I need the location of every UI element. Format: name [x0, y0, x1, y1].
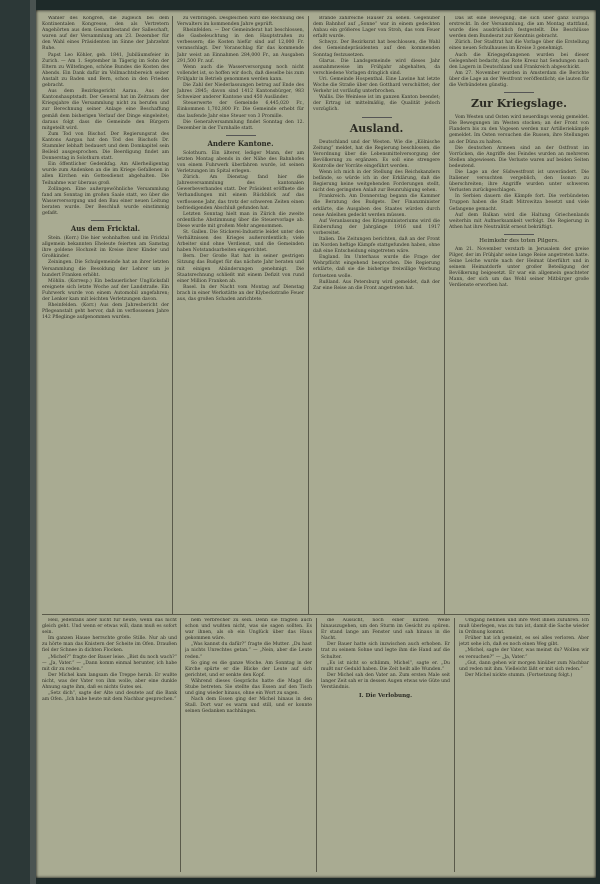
- separator: [362, 117, 392, 118]
- section-heading: Zur Kriegslage.: [471, 97, 567, 111]
- paragraph: Wenn ich mich in der Stellung des Reichskanzlers befände, so würde ich in der Erklärung, daß die Regierung keine weitgehenden Forderungen stellt, nicht den geringsten Anlaß zur Beunruhigung sehen.: [313, 169, 440, 194]
- paragraph: In Serbien dauern die Kämpfe fort. Die verbündeten Truppen haben die Stadt Mitrowitza besetzt und viele Gefangene gemacht.: [449, 194, 589, 212]
- paragraph: Rußland. Aus Petersburg wird gemeldet, daß der Zar eine Reise an die Front angetreten hat.: [313, 279, 440, 291]
- paragraph: Zürich. Am Dienstag fand hier die Jahresversammlung des kantonalen Gewerbeverbandes statt. Der Präsident eröffnete die Verhandlungen mit einem Rückblick auf das verflossene Jahr, das trotz der schweren Zeiten einen befriedigenden Abschluß gefunden hat.: [177, 175, 304, 211]
- paragraph: Schwyz. Der Bezirksrat hat beschlossen, die Wahl des Gemeindepräsidenten auf den kommenden Sonntag festzusetzen.: [313, 40, 440, 58]
- paragraph: Die Zahl der Niederlassungen betrug auf Ende des Jahres 2845; davon sind 1412 Kantonsbürger, 983 Schweizer anderer Kantone und 450 Ausländer.: [177, 83, 304, 101]
- paragraph: Ein öffentlicher Gedenkfag. Am Allerheiligentag wurde zum Andenken an die im Kriege Gefallenen in allen Kirchen ein Gottesdienst abgehalten. Die Teilnahme war überaus groß.: [42, 162, 169, 186]
- paragraph: England. Im Unterhaus wurde die Frage der Wehrpflicht eingehend besprochen. Die Regierung erklärte, daß sie die bisherige freiwillige Werbung fortsetzen wolle.: [313, 255, 440, 279]
- subsection-heading: Heimkehr des toten Pilgers.: [479, 237, 559, 244]
- paragraph: „Setz dich“, sagte der Alte und deutete auf die Bank am Ofen. „Ich habe heute mit dem Nachbar gesprochen.“: [42, 691, 177, 703]
- paragraph: Die Lage an der Südwestfront ist unverändert. Die Italiener versuchten vergeblich, den Isonzo zu überschreiten; ihre Angriffe wurden unter schweren Verlusten zurückgeschlagen.: [449, 169, 589, 194]
- separator: [91, 220, 121, 221]
- paragraph: Papst Leo Köhler, geb. 1841, Jubiläumsfeier in Zurich. — Am 1. September in Tägerig im Sohn der Eltern zu Wiltefingen, schöne Bundes die Kosten des Abends. Ein Dank dafür im Vollmachtsbereich seiner Anstalt zu Baden und Bern, schon in den Frieden gebracht.: [42, 52, 169, 89]
- paragraph: St. Gallen. Die Stickerei-Industrie leidet unter den Verhältnissen des Krieges außerordentlich; viele Arbeiter sind ohne Verdienst, und die Gemeinden haben Notstandsarbeiten eingerichtet.: [177, 230, 304, 254]
- paragraph: Zum Tod von Bischof. Der Regierungsrat des Kantons Aargau hat den Tod des Bischofs Dr. Stammler lebhaft bedauert und dem Domkapitel sein Beileid ausgesprochen. Die Beerdigung findet am Donnerstag in Solothurn statt.: [42, 131, 169, 162]
- column-1: [42, 16, 169, 612]
- paragraph: Stein. (Korr.) Die hier wohnhaften und im Fricktal allgemein bekannten Eheleute feierten am Samstag ihre goldene Hochzeit im Kreise ihrer Kinder und Großkinder.: [42, 236, 169, 260]
- paragraph: Rheinfelden. — Der Gemeinderat hat beschlossen, die Gasbeleuchtung in den Hauptstraßen zu verbessern; die Kosten hiefür sind auf 12,000 Fr. veranschlagt. Der Voranschlag für das kommende Jahr weist an Einnahmen 284,000 Fr., an Ausgaben 291,500 Fr. auf.: [177, 28, 304, 64]
- paragraph: „Michel?“ fragte der Bauer leise. „Bist du noch wach?“ — „Ja, Vater.“ — „Dann komm einmal herunter, ich habe mit dir zu reden.“: [42, 654, 177, 672]
- paragraph: „Gut, dann gehen wir morgen hinüber zum Nachbar und reden mit ihm. Vielleicht läßt er mit sich reden.“: [459, 660, 589, 672]
- paragraph: Zürich. Der Stadtrat hat die Vorlage über die Erstellung eines neuen Schulhauses im Kreise 3 genehmigt.: [449, 40, 589, 52]
- paragraph: „Es ist nicht so schlimm, Michel“, sagte er. „Du mußt nur Geduld haben. Die Zeit heilt alle Wunden.“: [321, 660, 450, 672]
- feuilleton-column-1: [42, 618, 177, 872]
- paragraph: Die Generalversammlung findet Sonntag den 12. Dezember in der Turnhalle statt.: [177, 119, 304, 131]
- column-4: [449, 16, 589, 612]
- paragraph: Umgang nehmen und ihre Welt ihnen zuführen. Ich muß überlegen, was zu tun ist, damit die Sache wieder in Ordnung kommt.: [459, 618, 589, 636]
- paragraph: Rheinfelden. (Korr.) Aus dem Jahresbericht der Pflegeanstalt geht hervor, daß im verflossenen Jahre 142 Pfleglinge aufgenommen wurden.: [42, 303, 169, 321]
- separator: [504, 234, 534, 235]
- paragraph: Am 27. November wurden in Amsterdam die Berichte über die Lage an der Westfront veröffentlicht; sie lauten für die Verbündeten günstig.: [449, 70, 589, 89]
- paragraph: Zollingen. Eine außergewöhnliche Versammlung fand am Sonntag im großen Saale statt, wo über die Wasserversorgung und den Bau einer neuen Leitung beraten wurde. Der Beschluß wurde einstimmig gefaßt.: [42, 186, 169, 216]
- column-rule: [172, 16, 173, 614]
- paragraph: Glarus. Die Landsgemeinde wird dieses Jahr ausnahmsweise im Frühjahr abgehalten, da verschiedene Vorlagen dringlich sind.: [313, 58, 440, 76]
- feuilleton-column-2: [185, 618, 312, 872]
- paragraph: Bern. Der Große Rat hat in seiner gestrigen Sitzung das Budget für das nächste Jahr beraten und mit einigen Abänderungen genehmigt. Die Staatsrechnung schließt mit einem Defizit von rund einer Million Franken ab.: [177, 254, 304, 284]
- paragraph: Letzten Sonntag hielt man in Zürich die zweite ordentliche Abstimmung über die Steuervorlage ab. Diese wurde mit großem Mehr angenommen.: [177, 211, 304, 229]
- paragraph: Italien. Die Zeitungen berichten, daß an der Front im Norden heftige Kämpfe stattgefunden haben, ohne daß eine Entscheidung eingetreten wäre.: [313, 237, 440, 255]
- paragraph: Der Michel kam langsam die Treppe herab. Er wußte nicht, was der Vater von ihm wolle, aber eine dunkle Ahnung sagte ihm, daß es nichts Gutes sei.: [42, 672, 177, 691]
- paragraph: Der Michel nickte stumm. (Fortsetzung folgt.): [465, 672, 573, 678]
- paragraph: Nach dem Essen ging der Michel hinaus in den Stall. Dort war es warm und still, und er konnte seinen Gedanken nachhängen.: [185, 697, 312, 715]
- paragraph: Auf dem Balkan wird die Haltung Griechenlands weiterhin mit Aufmerksamkeit verfolgt. Die Regierung in Athen hat ihre Neutralität erneut bekräftigt.: [449, 212, 589, 230]
- column-rule: [316, 618, 317, 872]
- section-rule: [42, 614, 590, 615]
- paragraph: Das ist eine Bewegung, die sich über ganz Europa erstreckt. In der Versammlung, die am Montag stattfand, wurde dies ausdrücklich festgestellt. Die Beschlüsse werden dem Bundesrat zur Kenntnis gebracht.: [449, 16, 589, 40]
- paragraph: Wenn auch die Wasserversorgung noch nicht vollendet ist, so hoffen wir doch, daß dieselbe bis zum Frühjahr in Betrieb genommen werden kann.: [177, 64, 304, 82]
- paragraph: Frankreich. Am Donnerstag begann die Kammer die Beratung des Budgets. Der Finanzminister erklärte, die Ausgaben des Staates würden durch neue Anleihen gedeckt werden müssen.: [313, 194, 440, 218]
- paragraph: Basel. In der Nacht vom Montag auf Dienstag brach in einer Werkstätte an der Klybeckstraße Feuer aus, das großen Schaden anrichtete.: [177, 284, 304, 303]
- paragraph: Solothurn. Ein älterer, lediger Mann, der am letzten Montag abends in der Nähe des Bahnhofes von einem Fuhrwerk überfahren wurde, ist seinen Verletzungen im Spital erlegen.: [177, 150, 304, 175]
- paragraph: nem Verbrecher zu sein. Denn sie fragten auch schon und wußten nicht, was sie sagen sollten. Es war ihnen, als ob ein Unglück über das Haus gekommen wäre.: [185, 618, 312, 642]
- paragraph: Deutschland und der Westen. Wie die „Kölnische Zeitung“ meldet, hat die Regierung beschlossen, die Verordnung über die Lebensmittelversorgung der Bevölkerung zu ergänzen. Es soll eine strengere Kontrolle der Vorräte eingeführt werden.: [313, 139, 440, 169]
- paragraph: Steuerwerte der Gemeinde 6,445,020 Fr., Einkommen 1,702,800 Fr. Die Gemeinde erhebt für das laufende Jahr eine Steuer von 3 Promille.: [177, 101, 304, 119]
- paragraph: Aus dem Bezirksgericht Aarau. Aus der Kantonshauptstadt. Der General hat im Zeitraum der Kriegsjahre die Versammlung nicht zu berufen und zur Berechnung seiner Anlage eine Beschaffung gemäß dem bisherigen Verlauf der Dinge eingeleitet; daraus folgt dass die Gemeinde den Bürgern mitgeteilt wird.: [42, 89, 169, 131]
- paragraph: So ging es die ganze Woche. Am Sonntag in der Kirche spürte er die Blicke der Leute auf sich gerichtet, und er senkte den Kopf.: [185, 660, 312, 678]
- section-heading: Andere Kantone.: [207, 138, 274, 148]
- column-rule: [454, 618, 455, 872]
- paragraph: Der Michel sah den Vater an. Zum ersten Male seit langer Zeit sah er in dessen Augen etwas wie Güte und Verständnis.: [321, 672, 450, 691]
- paragraph: Im ganzen Hause herrschte große Stille. Nur ab und zu hörte man das Knistern der Scheite im Ofen. Draußen fiel der Schnee in dichten Flocken.: [42, 636, 177, 654]
- paragraph: Der Bauer hatte sich inzwischen auch erhoben. Er trat zu seinem Sohne und legte ihm die Hand auf die Schulter.: [321, 642, 450, 660]
- newspaper-page: [36, 10, 596, 878]
- paragraph: Wallis. Die Weinlese ist im ganzen Kanton beendet; der Ertrag ist mittelmäßig, die Qualität jedoch vorzüglich.: [313, 95, 440, 113]
- paragraph: Uri. Gemeinde Hospenthal. Eine Lawine hat letzte Woche die Straße über den Gotthard verschüttet; der Verkehr ist vorläufig unterbrochen.: [313, 76, 440, 95]
- paragraph: Die deutschen Armeen sind an der Ostfront im Vorrücken, die Angriffe des Feindes wurden an mehreren Stellen abgewiesen. Die Verluste waren auf beiden Seiten bedeutend.: [449, 145, 589, 169]
- paragraph: Möhlin. (Korresp.) Ein bedauerlicher Unglücksfall ereignete sich letzte Woche auf der Landstraße. Ein Fuhrwerk wurde von einem Automobil angefahren; der Lenker kam mit leichten Verletzungen davon.: [42, 278, 169, 303]
- paragraph: „Was kannst du dafür?“ fragte die Mutter. „Du hast ja nichts Unrechtes getan.“ — „Nein, aber die Leute reden.“: [185, 642, 312, 660]
- section-heading: Aus dem Fricktal.: [70, 224, 141, 234]
- paragraph: zu verbringen. Desgleichen wird die Rechnung des Verwalters im kommenden Jahre geprüft.: [177, 16, 304, 28]
- paragraph: Brände zahlreiche Häuser zu sehen. Gegenüber dem Bahnhof auf „Sonne“ war in einem gedeckten Anbau ein größeres Lager von Stroh, das vom Feuer erfaßt wurde.: [313, 16, 440, 40]
- paragraph: Auch die Kriegsgefangenen wurden bei dieser Gelegenheit bedacht; das Rote Kreuz hat Sendungen nach den Lagern in Deutschland und Frankreich abgeschickt.: [449, 52, 589, 70]
- chapter-heading: I. Die Verlobung.: [358, 693, 413, 700]
- paragraph: Auf Veranlassung des Kriegsministeriums wird die Einberufung der Jahrgänge 1916 und 1917 vorbereitet.: [313, 218, 440, 236]
- feuilleton-column-4: [459, 618, 589, 872]
- paragraph: Früher hat ich gemeint, es sei alles verloren. Aber jetzt sehe ich, daß es noch einen Weg gibt.: [459, 636, 589, 648]
- paragraph: „Michel, sagte der Vater, was meinst du? Wollen wir es versuchen?“ — „Ja, Vater.“: [459, 648, 589, 660]
- column-2: [177, 16, 304, 612]
- column-3: [313, 16, 440, 612]
- feuilleton-column-3: [321, 618, 450, 872]
- paragraph: Während dieses Gesprächs hatte die Magd die Stube betreten. Sie stellte das Essen auf den Tisch und ging wieder hinaus, ohne ein Wort zu sagen.: [185, 678, 312, 697]
- separator: [226, 135, 256, 136]
- paragraph: die Aussicht, noch einer kurzen Weile hinauszugehen, um den Sturm im Gesicht zu spüren. Er stand lange am Fenster und sah hinaus in die Nacht.: [321, 618, 450, 642]
- section-heading: Ausland.: [349, 121, 404, 135]
- paragraph: Zeiningen. Die Schulgemeinde hat an ihrer letzten Versammlung die Besoldung der Lehrer um je hundert Franken erhöht.: [42, 260, 169, 278]
- paragraph: Am 21. November verstarb in Jerusalem der greise Pilger, der im Frühjahr seine lange Reise angetreten hatte. Seine Leiche wurde nach der Heimat überführt und in seinem Heimatdorfe unter großer Beteiligung der Bevölkerung beigesetzt. Er war ein allgemein geachteter Mann, der sich um das Wohl seiner Mitbürger große Verdienste erworben hat.: [449, 246, 589, 289]
- separator: [504, 92, 534, 93]
- paragraph: Heil, jedenfalls aber nicht für heute, wenn das nicht gleich geht. Und wenn er etwas will, dann muß es sofort sein.: [42, 618, 177, 636]
- column-rule: [180, 618, 181, 872]
- paragraph: Vom Westen und Osten wird neuerdings wenig gemeldet. Die Bewegungen im Westen stocken; an der Front von Flandern bis zu den Vogesen werden nur Artilleriekämpfe gemeldet. Im Osten versuchen die Russen, ihre Stellungen an der Düna zu halten.: [449, 115, 589, 145]
- column-rule: [308, 16, 309, 614]
- column-rule: [444, 16, 445, 614]
- paragraph: Wähler des Kongreß, die zugleich bei dem Kontinentalen Kongresse, den als Vertretern Angehörten aus dem Gesamtbestand der Salleschaft, waren auf der Versammlung am 23. Dezember für den Wahl eines Präsidenten im Sinne der Jahrzehnt Ruhe.: [42, 16, 169, 52]
